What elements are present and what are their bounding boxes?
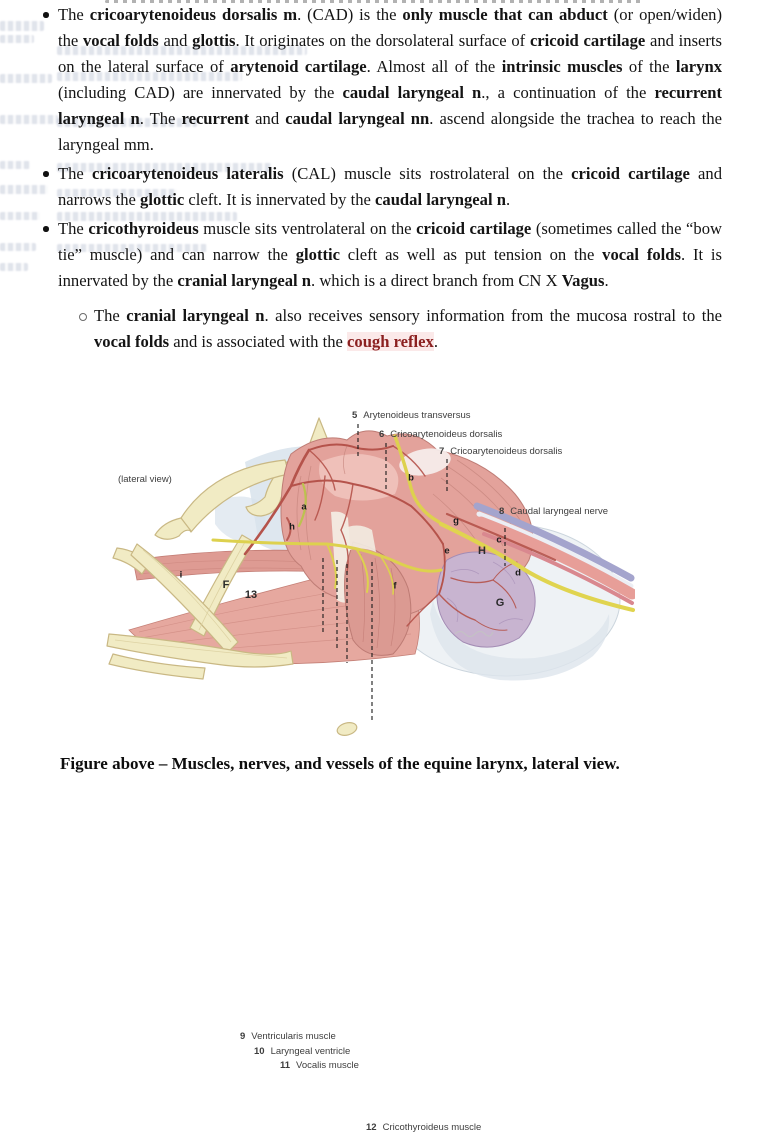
bullet-dot: [43, 161, 58, 213]
bullet-dot: [43, 2, 58, 158]
figure-letter-d: d: [515, 567, 521, 579]
figure-letter-i: i: [179, 569, 183, 581]
figure-label-7: 7 Cricoarytenoideus dorsalis: [439, 446, 563, 457]
figure-letter-f: f: [393, 580, 397, 592]
note-bullet-1: [0, 2, 768, 158]
note-text: The cranial laryngeal n. also receives sensory information from the mucosa rostral to the vocal folds and is associated with the cough reflex.: [94, 306, 723, 351]
figure-letter-g: g: [453, 515, 459, 527]
note-text: The cricothyroideus muscle sits ventrolateral on the cricoid cartilage (sometimes called the “bow tie” muscle) and can narrow the glottic cleft as well as put tension on the vocal folds. It is innervated by the cranial laryngeal n. which is a direct branch from CN X Vagus.: [58, 219, 723, 290]
bullet-dot: [43, 216, 58, 294]
figure-label-10: 10 Laryngeal ventricle: [254, 1046, 351, 1057]
figure-letter-e: e: [444, 545, 450, 557]
note-text: The cricoarytenoideus lateralis (CAL) muscle sits rostrolateral on the cricoid cartilage and narrows the glottic cleft. It is innervated by the caudal laryngeal n.: [58, 164, 722, 209]
figure-letter-G: G: [495, 597, 505, 609]
figure-label-6: 6 Cricoarytenoideus dorsalis: [379, 429, 503, 440]
figure-label-11: 11 Vocalis muscle: [280, 1060, 359, 1071]
figure-label-8: 8 Caudal laryngeal nerve: [499, 506, 608, 517]
figure-letter-h: h: [289, 521, 295, 533]
figure-side-note: (lateral view): [118, 474, 172, 485]
figure-label-9: 9 Ventricularis muscle: [240, 1031, 336, 1042]
figure-caption: Figure above – Muscles, nerves, and vessels of the equine larynx, lateral view.: [60, 754, 620, 773]
figure-letter-13: 13: [244, 589, 258, 601]
notes-list: [0, 0, 768, 358]
note-text: The cricoarytenoideus dorsalis m. (CAD) is the only muscle that can abduct (or open/widen) the vocal folds and glottis. It originates on the dorsolateral surface of cricoid cartilage and inserts on the lateral surface of arytenoid cartilage. Almost all of the intrinsic muscles of the larynx (including CAD) are innervated by the caudal laryngeal n., a continuation of the recurrent laryngeal n. The recurrent and caudal laryngeal nn. ascend alongside the trachea to reach the laryngeal mm.: [58, 5, 723, 154]
note-bullet-3: [0, 216, 768, 294]
figure-letter-H: H: [478, 545, 486, 557]
bullet-circle: [79, 303, 94, 355]
figure-letter-F: F: [222, 579, 230, 591]
note-bullet-4: [0, 303, 768, 355]
figure-letter-c: c: [496, 534, 502, 546]
note-bullet-2: [0, 161, 768, 213]
figure-letter-a: a: [301, 501, 307, 513]
figure-label-12: 12 Cricothyroideus muscle: [366, 1122, 482, 1133]
figure-label-5: 5 Arytenoideus transversus: [352, 410, 471, 421]
figure-letter-b: b: [408, 472, 414, 484]
